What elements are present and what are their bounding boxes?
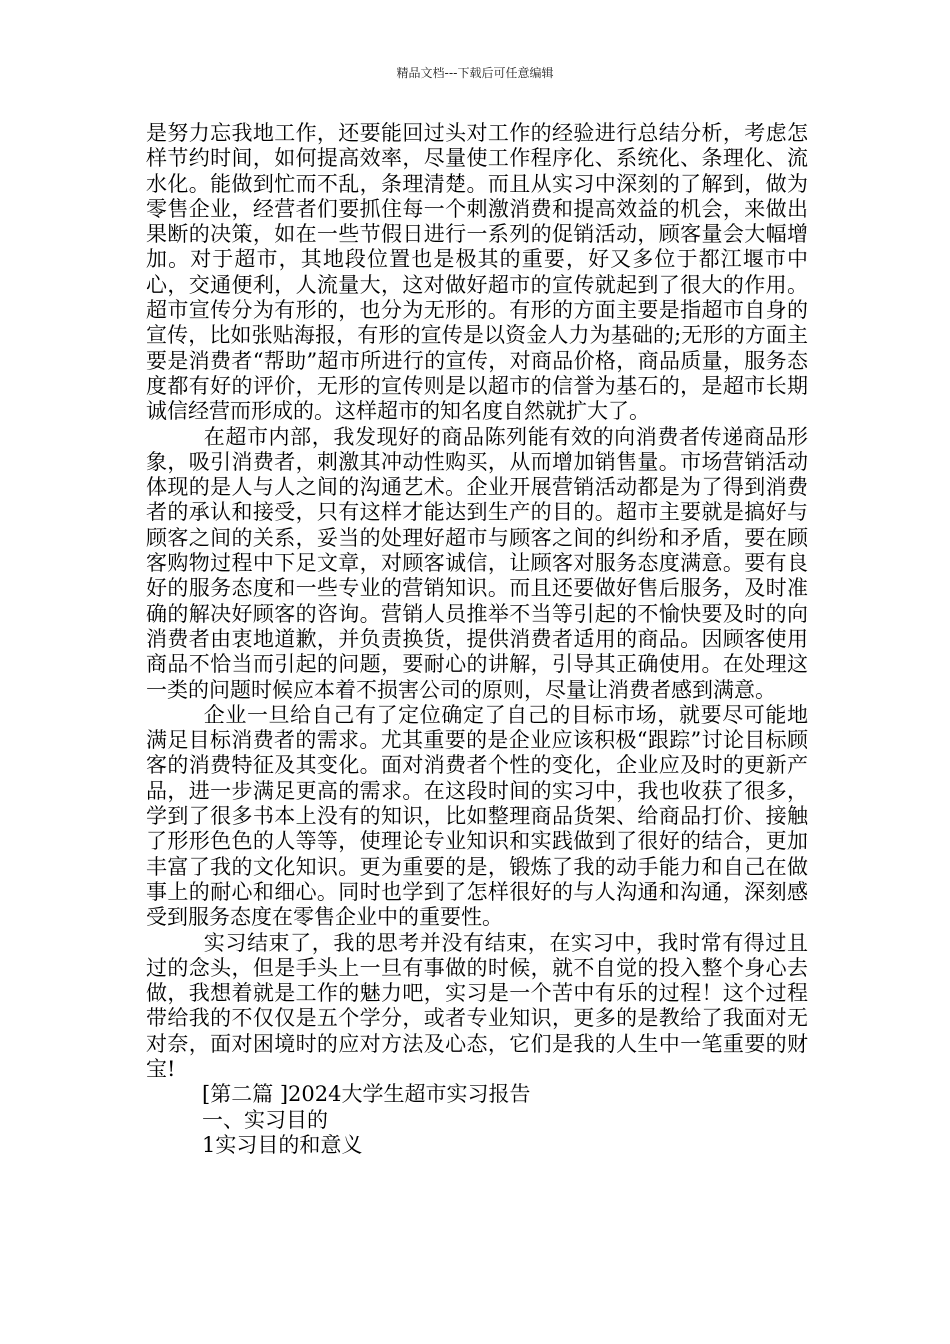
paragraph-3: 企业一旦给自己有了定位确定了自己的目标市场，就要尽可能地满足目标消费者的需求。尤其重要的是企业应该积极“跟踪”讨论目标顾客的消费特征及其变化。面对消费者个性的变化，企业应及时的更新产品，进一步满足更高的需求。在这段时间的实习中，我也收获了很多，学到了很多书本上没有的知识，比如整理商品货架、给商品打价、接触了形形色色的人等等，使理论专业知识和实践做到了很好的结合，更加丰富了我的文化知识。更为重要的是，锻炼了我的动手能力和自己在做事上的耐心和细心。同时也学到了怎样很好的与人沟通和沟通，深刻感受到服务态度在零售企业中的重要性。 (146, 702, 808, 930)
page-header: 精品文档---下载后可任意编辑 (396, 66, 554, 80)
heading-item-1-1: 1实习目的和意义 (202, 1132, 363, 1157)
document-body (146, 121, 808, 1158)
paragraph-1: 是努力忘我地工作，还要能回过头对工作的经验进行总结分析，考虑怎样节约时间，如何提高效率，尽量使工作程序化、系统化、条理化、流水化。能做到忙而不乱，条理清楚。而且从实习中深刻的了解到，做为零售企业，经营者们要抓住每一个刺激消费和提高效益的机会，来做出果断的决策，如在一些节假日进行一系列的促销活动，顾客量会大幅增加。对于超市，其地段位置也是极其的重要，好又多位于都江堰市中心，交通便利，人流量大，这对做好超市的宣传就起到了很大的作用。超市宣传分为有形的，也分为无形的。有形的方面主要是指超市自身的宣传，比如张贴海报，有形的宣传是以资金人力为基础的;无形的方面主要是消费者“帮助”超市所进行的宣传，对商品价格，商品质量，服务态度都有好的评价，无形的宣传则是以超市的信誉为基石的，是超市长期诚信经营而形成的。这样超市的知名度自然就扩大了。 (146, 121, 808, 424)
section-title: [第二篇 ]2024大学生超市实习报告 (202, 1082, 531, 1107)
heading-item-1: 一、实习目的 (202, 1107, 328, 1132)
paragraph-4: 实习结束了，我的思考并没有结束，在实习中，我时常有得过且过的念头，但是手头上一旦有事做的时候，就不自觉的投入整个身心去做，我想着就是工作的魅力吧，实习是一个苦中有乐的过程！这个过程带给我的不仅仅是五个学分，或者专业知识，更多的是教给了我面对无对奈，面对困境时的应对方法及心态，它们是我的人生中一笔重要的财宝! (146, 930, 808, 1081)
paragraph-2: 在超市内部，我发现好的商品陈列能有效的向消费者传递商品形象，吸引消费者，刺激其冲动性购买，从而增加销售量。市场营销活动体现的是人与人之间的沟通艺术。企业开展营销活动都是为了得到消费者的承认和接受，只有这样才能达到生产的目的。超市主要就是搞好与顾客之间的关系，妥当的处理好超市与顾客之间的纠纷和矛盾，要在顾客购物过程中下足文章，对顾客诚信，让顾客对服务态度满意。要有良好的服务态度和一些专业的营销知识。而且还要做好售后服务，及时准确的解决好顾客的咨询。营销人员推举不当等引起的不愉快要及时的向消费者由衷地道歉，并负责换货，提供消费者适用的商品。因顾客使用商品不恰当而引起的问题，要耐心的讲解，引导其正确使用。在处理这一类的问题时候应本着不损害公司的原则，尽量让消费者感到满意。 (146, 424, 808, 702)
